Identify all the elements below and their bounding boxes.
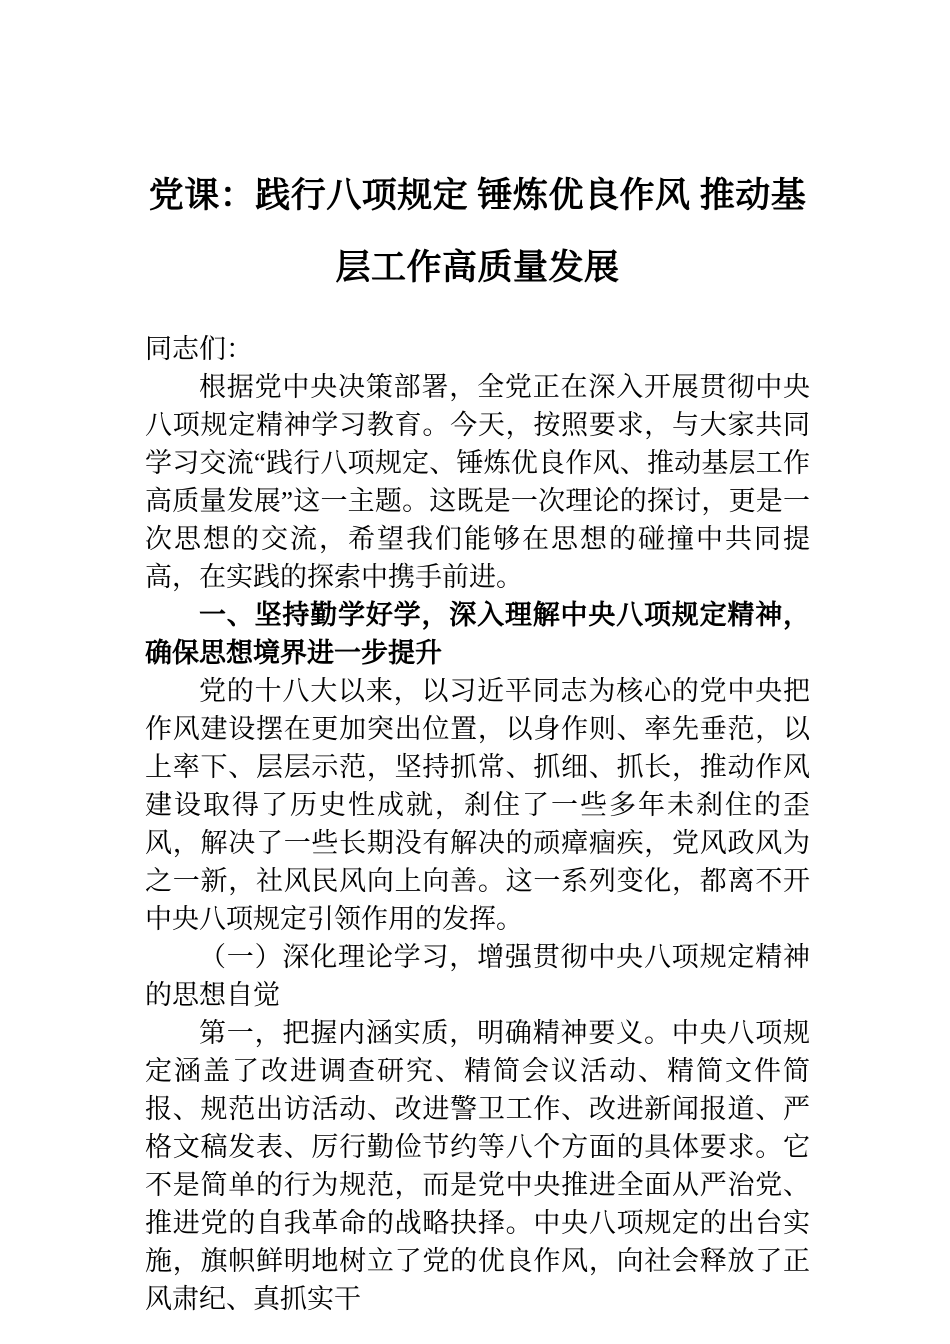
body-paragraph-1: 党的十八大以来，以习近平同志为核心的党中央把作风建设摆在更加突出位置，以身作则、率先垂范，以上率下、层层示范，坚持抓常、抓细、抓长，推动作风建设取得了历史性成就，刹住了一些多年未刹住的歪风，解决了一些长期没有解决的顽瘴痼疾，党风政风为之一新，社风民风向上向善。这一系列变化，都离不开中央八项规定引领作用的发挥。	[145, 676, 810, 934]
intro-paragraph: 根据党中央决策部署，全党正在深入开展贯彻中央八项规定精神学习教育。今天，按照要求，与大家共同学习交流“践行八项规定、锤炼优良作风、推动基层工作高质量发展”这一主题。这既是一次理论的探讨，更是一次思想的交流，希望我们能够在思想的碰撞中共同提高，在实践的探索中携手前进。	[145, 372, 810, 592]
salutation-line: 同志们：	[145, 334, 253, 364]
subsection-heading-1: （一）深化理论学习，增强贯彻中央八项规定精神的思想自觉	[145, 942, 810, 1010]
body-paragraph-2: 第一，把握内涵实质，明确精神要义。中央八项规定涵盖了改进调查研究、精简会议活动、精简文件简报、规范出访活动、改进警卫工作、改进新闻报道、严格文稿发表、厉行勤俭节约等八个方面的具体要求。它不是简单的行为规范，而是党中央推进全面从严治党、推进党的自我革命的战略抉择。中央八项规定的出台实施，旗帜鲜明地树立了党的优良作风，向社会释放了正风肃纪、真抓实干	[145, 1018, 810, 1314]
section-heading-1: 一、坚持勤学好学，深入理解中央八项规定精神，确保思想境界进一步提升	[145, 600, 810, 668]
document-title: 党课：践行八项规定 锤炼优良作风 推动基层工作高质量发展	[148, 176, 807, 287]
